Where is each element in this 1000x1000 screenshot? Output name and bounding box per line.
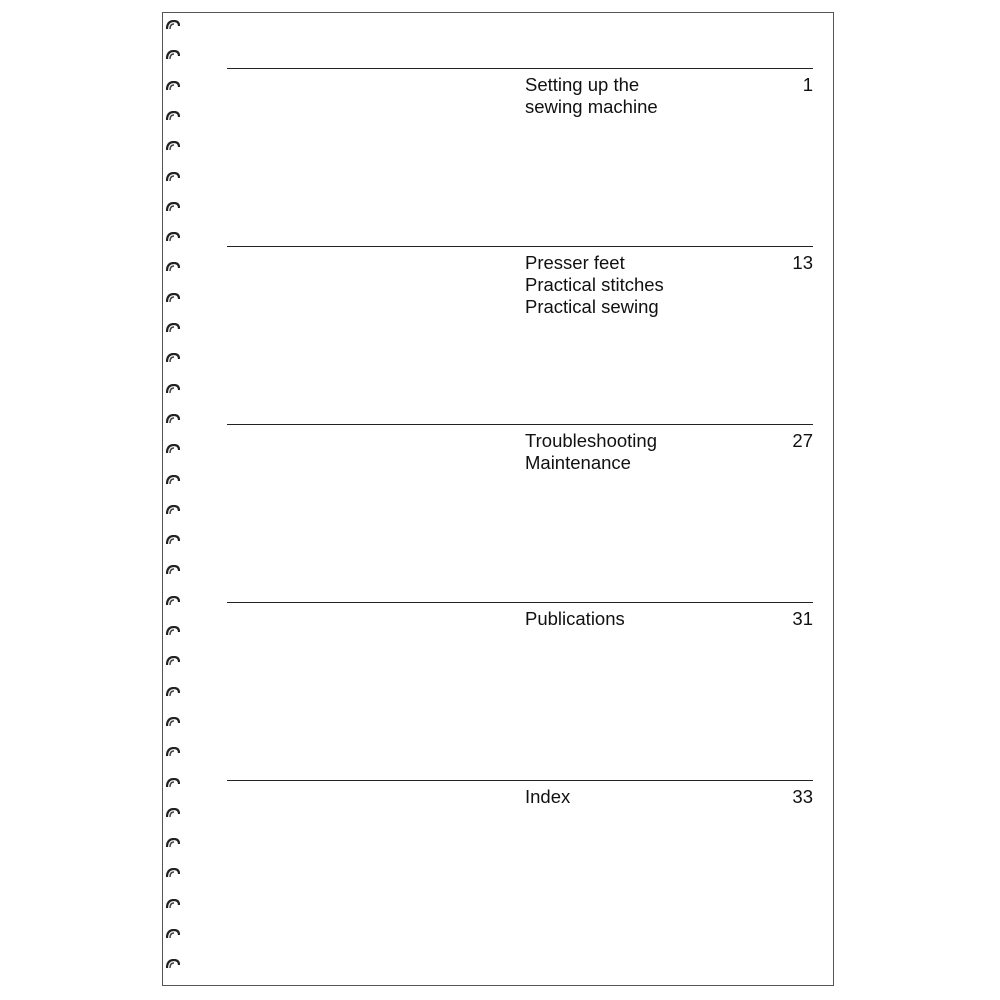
spiral-binding-hole-icon bbox=[166, 414, 180, 424]
spiral-binding-hole-icon bbox=[166, 141, 180, 151]
spiral-binding-hole-icon bbox=[166, 596, 180, 606]
spiral-binding-hole-icon bbox=[166, 868, 180, 878]
spiral-binding-hole-icon bbox=[166, 293, 180, 303]
section-divider bbox=[227, 246, 813, 247]
spiral-binding-hole-icon bbox=[166, 323, 180, 333]
toc-entry-line: Index bbox=[525, 786, 571, 807]
toc-entry-title[interactable] bbox=[525, 74, 745, 118]
spiral-binding-hole-icon bbox=[166, 262, 180, 272]
spiral-binding-hole-icon bbox=[166, 717, 180, 727]
toc-page-number[interactable]: 27 bbox=[792, 430, 813, 451]
spiral-binding bbox=[162, 12, 186, 986]
toc-entry-line: Maintenance bbox=[525, 452, 631, 473]
toc-page-number[interactable]: 1 bbox=[802, 74, 813, 95]
spiral-binding-hole-icon bbox=[166, 808, 180, 818]
spiral-binding-hole-icon bbox=[166, 50, 180, 60]
spiral-binding-hole-icon bbox=[166, 838, 180, 848]
spiral-binding-hole-icon bbox=[166, 475, 180, 485]
toc-entry-title[interactable] bbox=[525, 252, 745, 318]
toc-entry-line: Practical stitches bbox=[525, 274, 664, 295]
spiral-binding-hole-icon bbox=[166, 353, 180, 363]
spiral-binding-hole-icon bbox=[166, 202, 180, 212]
spiral-binding-hole-icon bbox=[166, 505, 180, 515]
spiral-binding-hole-icon bbox=[166, 172, 180, 182]
toc-entry-line: Publications bbox=[525, 608, 625, 629]
toc-entry-title[interactable] bbox=[525, 608, 745, 630]
spiral-binding-hole-icon bbox=[166, 778, 180, 788]
spiral-binding-hole-icon bbox=[166, 656, 180, 666]
spiral-binding-hole-icon bbox=[166, 384, 180, 394]
spiral-binding-hole-icon bbox=[166, 929, 180, 939]
spiral-binding-hole-icon bbox=[166, 899, 180, 909]
spiral-binding-hole-icon bbox=[166, 747, 180, 757]
toc-entry-line: Setting up the bbox=[525, 74, 640, 95]
spiral-binding-hole-icon bbox=[166, 81, 180, 91]
spiral-binding-hole-icon bbox=[166, 626, 180, 636]
toc-entry-title[interactable] bbox=[525, 786, 745, 808]
toc-page-number[interactable]: 33 bbox=[792, 786, 813, 807]
spiral-binding-hole-icon bbox=[166, 535, 180, 545]
spiral-binding-hole-icon bbox=[166, 565, 180, 575]
toc-entry-line: Practical sewing bbox=[525, 296, 659, 317]
spiral-binding-hole-icon bbox=[166, 444, 180, 454]
toc-entry-line: sewing machine bbox=[525, 96, 658, 117]
spiral-binding-hole-icon bbox=[166, 232, 180, 242]
toc-entry-title[interactable] bbox=[525, 430, 745, 474]
toc-page-number[interactable]: 31 bbox=[792, 608, 813, 629]
spiral-binding-hole-icon bbox=[166, 111, 180, 121]
section-divider bbox=[227, 68, 813, 69]
section-divider bbox=[227, 602, 813, 603]
section-divider bbox=[227, 424, 813, 425]
manual-page bbox=[162, 12, 834, 986]
spiral-binding-hole-icon bbox=[166, 20, 180, 30]
spiral-binding-hole-icon bbox=[166, 959, 180, 969]
section-divider bbox=[227, 780, 813, 781]
toc-entry-line: Presser feet bbox=[525, 252, 625, 273]
toc-entry-line: Troubleshooting bbox=[525, 430, 657, 451]
spiral-binding-hole-icon bbox=[166, 687, 180, 697]
toc-page-number[interactable]: 13 bbox=[792, 252, 813, 273]
